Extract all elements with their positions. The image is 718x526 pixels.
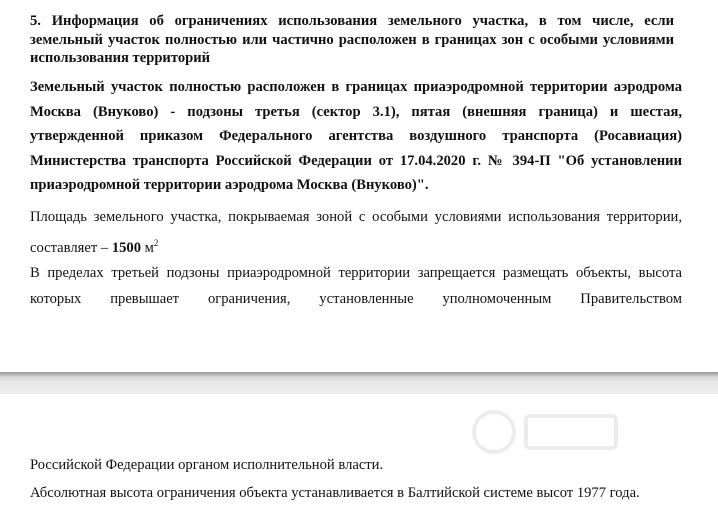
area-unit-base: м — [144, 240, 154, 256]
section-heading-text: Информация об ограничениях использования земельного участка, в том числе, если земельный участок полностью или частично расположен в границах зон с особыми условиями использования территорий — [30, 13, 674, 66]
section-number: 5. — [30, 13, 41, 29]
page-break — [0, 372, 718, 394]
location-statement: Земельный участок полностью расположен в границах приаэродромной территории аэродрома Москва (Внуково) - подзоны третья (сектор 3.1), пятая (внешняя граница) и шестая, утвержденной приказом Федерального агентства воздушного транспорта (Росавиация) Министерства транспорта Российской Федерации от 17.04.2020 г. № 394-П "Об установлении приаэродромной территории аэродрома Москва (Внуково)". — [30, 79, 682, 194]
section-heading — [30, 12, 674, 68]
restriction-continuation: Российской Федерации органом исполнительной власти. — [30, 457, 384, 473]
area-text: Площадь земельного участка, покрываемая зоной с особыми условиями использования территории, составляет – — [30, 209, 682, 256]
area-paragraph — [30, 204, 682, 261]
area-unit — [145, 240, 159, 256]
area-unit-power: 2 — [153, 238, 159, 248]
restriction-paragraph: В пределах третьей подзоны приаэродромной территории запрещается размещать объекты, высота которых превышает ограничения, установленные уполномоченным Правительством — [30, 265, 682, 307]
absolute-height-paragraph: Абсолютная высота ограничения объекта устанавливается в Балтийской системе высот 1977 года. — [30, 485, 640, 501]
area-value: 1500 — [111, 240, 141, 256]
